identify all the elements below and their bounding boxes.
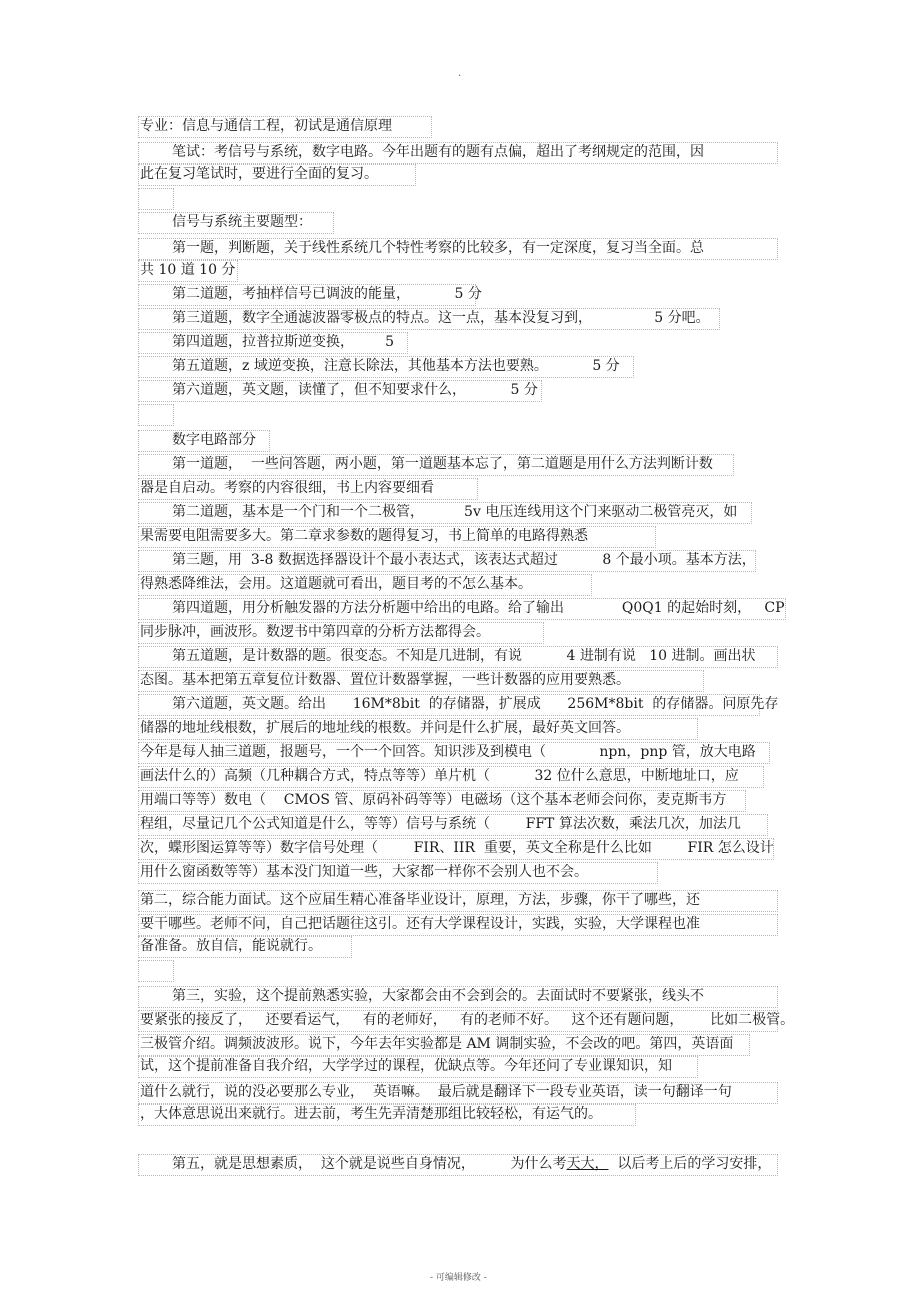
interview-line-4: 程组，尽量记几个公式知道是什么，等等）信号与系统（ FFT 算法次数，乘法几次，加法几 xyxy=(140,816,741,832)
digital-line-9: 第五道题，是计数器的题。很变态。不知是几进制，有说 4 进制有说 10 进制。画出状 xyxy=(172,648,756,664)
signals-line-4: 第三道题，数字全通滤波器零极点的特点。这一点，基本没复习到， 5 分吧。 xyxy=(172,310,710,326)
written-line-1: 笔试：考信号与系统，数字电路。今年出题有的题有点偏，超出了考纲规定的范围，因 xyxy=(172,144,704,160)
header-dot: . xyxy=(458,68,462,79)
digital-line-4: 果需要电阻需要多大。第二章求参数的题得复习，书上简单的电路得熟悉 xyxy=(140,528,588,544)
written-line-2: 此在复习笔试时，要进行全面的复习。 xyxy=(140,166,378,182)
major-line: 专业：信息与通信工程，初试是通信原理 xyxy=(140,118,392,134)
digital-line-7: 第四道题，用分析触发器的方法分析题中给出的电路。给了输出 Q0Q1 的起始时刻， CP xyxy=(172,600,785,616)
digital-line-11: 第六道题，英文题。给出 16M*8bit 的存储器，扩展成 256M*8bit 的存储器。问原先存 xyxy=(172,696,779,712)
digital-line-2: 器是自启动。考察的内容很细，书上内容要细看 xyxy=(140,480,434,496)
third-line-1: 第三，实验，这个提前熟悉实验，大家都会由不会到会的。去面试时不要紧张，线头不 xyxy=(172,988,704,1004)
interview-line-3: 用端口等等）数电（ CMOS 管、原码补码等等）电磁场（这个基本老师会问你，麦克斯韦方 xyxy=(140,792,727,808)
third-line-3: 三极管介绍。调频波波形。说下，今年去年实验都是 AM 调制实验，不会改的吧。第四，英语面 xyxy=(140,1036,734,1052)
second-line-2: 要干哪些。老师不问，自己把话题往这引。还有大学课程设计，实践，实验，大学课程也准 xyxy=(140,916,700,932)
page-footer: - 可编辑修改 - xyxy=(430,1273,487,1283)
signals-line-6: 第五道题，z 域逆变换，注意长除法，其他基本方法也要熟。 5 分 xyxy=(172,358,620,374)
digital-line-5: 第三题，用 3-8 数据选择器设计个最小表达式，该表达式超过 8 个最小项。基本方法， xyxy=(172,552,756,568)
digital-line-3: 第二道题，基本是一个门和一个二极管， 5v 电压连线用这个门来驱动二极管亮灭，如 xyxy=(172,504,738,520)
fifth-underlined: 天大， xyxy=(566,1156,609,1172)
interview-line-2: 画法什么的）高频（几种耦合方式，特点等等）单片机（ 32 位什么意思，中断地址口，应 xyxy=(140,768,739,784)
third-line-4: 试，这个提前准备自我介绍，大学学过的课程，优缺点等。今年还问了专业课知识，知 xyxy=(140,1058,672,1074)
signals-line-5: 第四道题，拉普拉斯逆变换， 5 xyxy=(172,334,395,350)
digital-title: 数字电路部分 xyxy=(172,432,256,448)
digital-line-6: 得熟悉降维法，会用。这道题就可看出，题目考的不怎么基本。 xyxy=(140,576,532,592)
signals-title: 信号与系统主要题型： xyxy=(172,214,312,230)
signals-line-2: 共 10 道 10 分 xyxy=(140,262,236,278)
digital-line-1: 第一道题， 一些问答题，两小题，第一道题基本忘了，第二道题是用什么方法判断计数 xyxy=(172,456,713,472)
third-line-5: 道什么就行，说的没必要那么专业， 英语嘛。 最后就是翻译下一段专业英语，读一句翻译一句 xyxy=(140,1084,732,1100)
fifth-line xyxy=(172,1155,771,1173)
signals-line-7: 第六道题，英文题，读懂了，但不知要求什么， 5 分 xyxy=(172,382,538,398)
digital-line-10: 态图。基本把第五章复位计数器、置位计数器掌握，一些计数器的应用要熟悉。 xyxy=(140,672,630,688)
fifth-before: 第五，就是思想素质， 这个就是说些自身情况， 为什么考 xyxy=(172,1156,567,1172)
second-line-3: 备准备。放自信，能说就行。 xyxy=(140,938,322,954)
interview-line-5: 次，蝶形图运算等等）数字信号处理（ FIR、IIR 重要，英文全称是什么比如 FIR 怎么设计 xyxy=(140,840,774,856)
fifth-after: 以后考上后的学习安排， xyxy=(608,1156,772,1172)
interview-line-1: 今年是每人抽三道题，报题号，一个一个回答。知识涉及到模电（ npn，pnp 管，放大电路 xyxy=(140,744,756,760)
second-line-1: 第二，综合能力面试。这个应届生精心准备毕业设计，原理，方法，步骤，你干了哪些，还 xyxy=(140,892,700,908)
interview-line-6: 用什么窗函数等等）基本没门知道一些，大家都一样你不会别人也不会。 xyxy=(140,864,588,880)
signals-line-1: 第一题，判断题，关于线性系统几个特性考察的比较多，有一定深度，复习当全面。总 xyxy=(172,240,704,256)
signals-line-3: 第二道题，考抽样信号已调波的能量， 5 分 xyxy=(172,286,482,302)
digital-line-8: 同步脉冲，画波形。数逻书中第四章的分析方法都得会。 xyxy=(140,624,490,640)
third-line-2: 要紧张的接反了， 还要看运气， 有的老师好， 有的老师不好。 这个还有题问题， 比如二极管。 xyxy=(140,1012,795,1028)
third-line-6: ，大体意思说出来就行。进去前，考生先弄清楚那组比较轻松，有运气的。 xyxy=(140,1106,602,1122)
digital-line-12: 储器的地址线根数，扩展后的地址线的根数。并问是什么扩展，最好英文回答。 xyxy=(140,720,630,736)
